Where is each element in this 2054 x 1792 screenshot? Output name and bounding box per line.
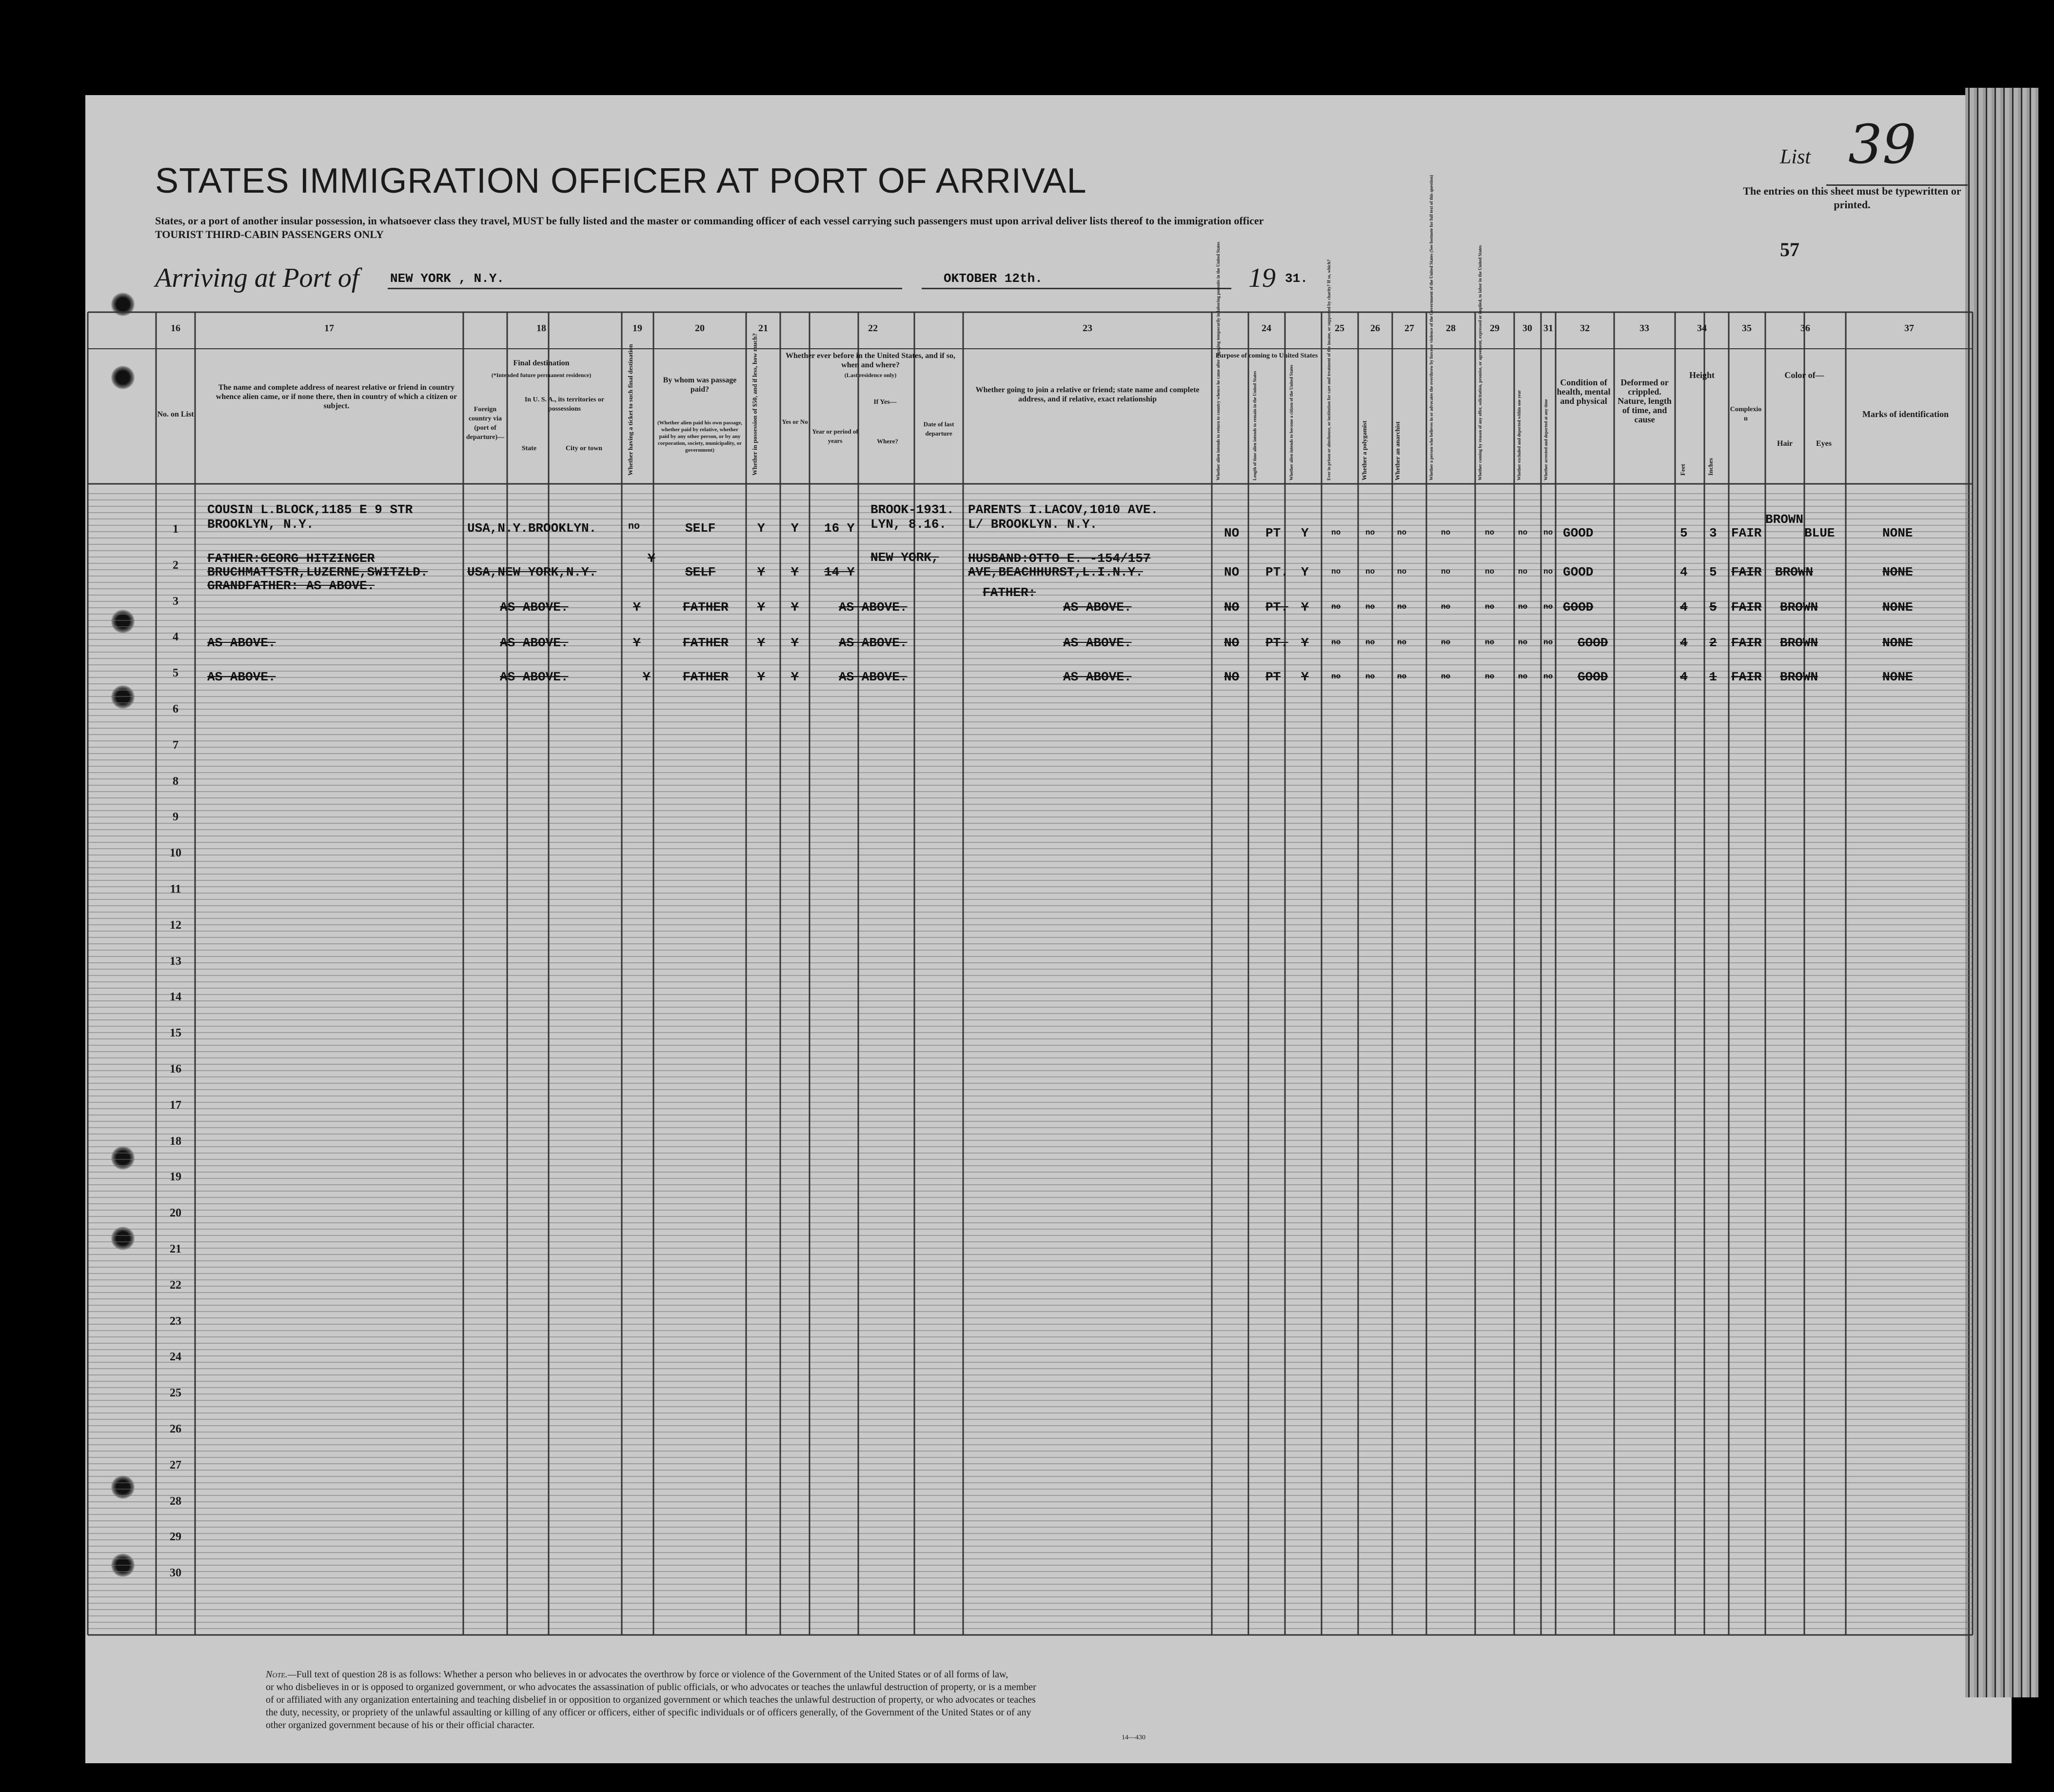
question-answer: no: [1397, 528, 1407, 537]
column-number: 31: [1543, 323, 1553, 334]
question-answer: no: [1518, 672, 1528, 681]
row-number: 2: [173, 558, 178, 572]
header-paid-by: By whom was passage paid?: [663, 376, 737, 394]
r4-join: AS ABOVE.: [1063, 636, 1132, 650]
r3-length: PT.: [1265, 600, 1288, 615]
header-color-of: Color of—: [1784, 370, 1824, 380]
r3-join-line2: AS ABOVE.: [1063, 600, 1132, 615]
row-number: 11: [170, 883, 181, 896]
footnote-line: other organized government because of his or their official character.: [266, 1720, 535, 1731]
header-state: State: [521, 445, 537, 452]
r2-marks: NONE: [1882, 565, 1913, 579]
row-number: 27: [170, 1458, 181, 1472]
column-number: 20: [695, 323, 705, 334]
r5-feet: 4: [1680, 670, 1688, 684]
r1-years: 16 Y: [824, 521, 855, 536]
question-answer: no: [1485, 602, 1495, 611]
footnote-line: the duty, necessity, or propriety of the unlawful assaulting or killing of any officer or officers, either of specific individuals or of officers generally, of the Government of the United States or of any: [266, 1707, 1031, 1718]
row-number: 16: [170, 1063, 181, 1075]
row-number: 12: [170, 918, 181, 932]
entries-note: The entries on this sheet must be typewritten or printed.: [1743, 185, 1961, 211]
row-number: 15: [170, 1027, 181, 1040]
r3-fifty: Y: [757, 600, 765, 615]
r1-complexion: FAIR: [1731, 526, 1762, 540]
r5-citizen: Y: [1301, 670, 1309, 684]
r1-destination: USA,N.Y.BROOKLYN.: [467, 521, 597, 536]
row-number: 1: [173, 523, 178, 536]
header-labor-offer: Whether coming by reason of any offer, solicitation, promise, or agreement, expressed or implied, to labor in the United States: [1478, 245, 1482, 480]
question-answer: no: [1331, 638, 1341, 647]
question-answer: no: [1397, 602, 1407, 611]
header-eyes: Eyes: [1816, 439, 1832, 448]
r4-feet: 4: [1680, 636, 1688, 650]
r4-relative: AS ABOVE.: [207, 636, 276, 650]
header-complexion: Complexion: [1730, 406, 1762, 422]
column-number: 26: [1370, 323, 1380, 334]
row-number: 29: [170, 1531, 181, 1544]
row-number: 28: [170, 1494, 181, 1508]
page-subtitle: States, or a port of another insular possession, in whatsoever class they travel, MUST be fully listed and the master or commanding officer of each vessel carrying such passengers must upon arrival deliver lists thereof to the immigration officer: [155, 215, 1264, 227]
r5-destination: AS ABOVE.: [500, 670, 569, 684]
r3-ticket: Y: [633, 600, 641, 615]
column-number: 33: [1639, 323, 1649, 334]
year-suffix: 31.: [1285, 271, 1308, 286]
row-number: 26: [170, 1423, 181, 1435]
header-hair: Hair: [1777, 439, 1793, 448]
header-where: Where?: [877, 438, 898, 445]
r5-join: AS ABOVE.: [1063, 670, 1132, 684]
r2-paid-by: SELF: [685, 565, 716, 579]
date-value: OKTOBER 12th.: [944, 271, 1043, 286]
r2-where: NEW YORK,: [870, 550, 939, 565]
question-answer: no: [1518, 602, 1528, 611]
question-answer: no: [1485, 528, 1495, 537]
r4-where: AS ABOVE.: [839, 636, 908, 650]
question-answer: no: [1331, 528, 1341, 537]
r1-eyes: BLUE: [1804, 526, 1835, 540]
row-number: 13: [170, 955, 181, 968]
r2-destination: USA,NEW YORK,N.Y.: [467, 565, 597, 579]
r1-where-line2: LYN, 8.16.: [870, 517, 947, 532]
r4-destination: AS ABOVE.: [500, 636, 569, 650]
header-paid-by-sub: (Whether alien paid his own passage, whether paid by relative, whether paid by any other person, or by any corporation, society, municipality, or government): [657, 420, 742, 453]
r5-paid-by: FATHER: [683, 670, 729, 684]
header-height: Height: [1689, 370, 1715, 380]
column-number: 30: [1522, 323, 1532, 334]
date-underline: [922, 288, 1231, 289]
question-answer: no: [1397, 638, 1407, 647]
header-fifty-dollars: Whether in possession of $50, and if less, how much?: [751, 333, 758, 476]
row-number: 9: [173, 811, 178, 824]
header-arrested: Whether arrested and deported at any time: [1543, 399, 1548, 480]
row-number: 24: [170, 1351, 181, 1364]
port-underline: [388, 288, 902, 289]
r2-ticket: Y: [648, 551, 655, 566]
header-if-yes: If Yes—: [873, 398, 897, 406]
row-number: 4: [173, 631, 178, 644]
r4-health: GOOD: [1578, 636, 1608, 650]
row-number: 23: [170, 1314, 181, 1328]
header-anarchist: Whether an anarchist: [1394, 421, 1401, 480]
header-inches: Inches: [1707, 458, 1714, 476]
r1-health: GOOD: [1563, 526, 1594, 540]
column-number: 23: [1083, 323, 1092, 334]
row-number: 14: [170, 991, 181, 1004]
r4-return: NO: [1224, 636, 1240, 650]
footnote: [266, 1668, 1036, 1732]
r1-return: NO: [1224, 526, 1240, 540]
r5-inches: 1: [1709, 670, 1717, 684]
header-ticket: Whether having a ticket to such final destination: [627, 344, 634, 476]
r2-inches: 5: [1709, 565, 1717, 579]
column-number: 21: [758, 323, 768, 334]
header-feet: Feet: [1679, 464, 1686, 476]
footnote-line: or who disbelieves in or is opposed to organized government, or who advocates the assassination of public officials, or who advocates or teaches the unlawful destruction of property, or is a member: [266, 1682, 1036, 1692]
r5-marks: NONE: [1882, 670, 1913, 684]
r2-join-line2: AVE,BEACHHURST,L.I.N.Y.: [968, 565, 1143, 579]
question-answer: no: [1485, 567, 1495, 576]
footnote-label: Note.—: [266, 1669, 296, 1680]
r1-hair: BROWN: [1765, 512, 1804, 527]
row-number: 10: [170, 847, 181, 860]
r3-complexion: FAIR: [1731, 600, 1762, 615]
question-answer: no: [1365, 602, 1375, 611]
question-answer: no: [1543, 602, 1553, 611]
r3-citizen: Y: [1301, 600, 1309, 615]
r4-length: PT.: [1265, 636, 1288, 650]
question-answer: no: [1441, 638, 1451, 647]
r1-fifty: Y: [757, 521, 765, 536]
header-year: Year or period of years: [812, 428, 858, 444]
r1-paid-by: SELF: [685, 521, 716, 536]
r4-before: Y: [791, 636, 799, 650]
r1-where-line1: BROOK-1931.: [870, 502, 954, 517]
question-answer: no: [1331, 672, 1341, 681]
footnote-line: Full text of question 28 is as follows: Whether a person who believes in or advocates the overthrow by force or violence of the Government of the United States or of all forms of law,: [296, 1669, 1008, 1680]
r5-complexion: FAIR: [1731, 670, 1762, 684]
header-city: City or town: [565, 445, 603, 452]
question-answer: no: [1518, 638, 1528, 647]
header-purpose-return: [1216, 383, 1221, 480]
header-date-departure: Date of last departure: [923, 420, 954, 437]
r1-marks: NONE: [1882, 526, 1913, 540]
r2-feet: 4: [1680, 565, 1688, 579]
question-answer: no: [1397, 672, 1407, 681]
header-excluded: Whether excluded and deported within one year: [1517, 390, 1521, 480]
r3-inches: 5: [1709, 600, 1717, 615]
row-number: 22: [170, 1278, 181, 1292]
r3-health: GOOD: [1563, 600, 1594, 615]
row-number: 7: [173, 738, 178, 752]
header-usa: In U. S. A., its territories or possessions: [524, 396, 605, 413]
row-number: 6: [173, 703, 178, 716]
column-number: 35: [1742, 323, 1752, 334]
question-answer: no: [1365, 567, 1375, 576]
sheet-number: 57: [1780, 239, 1799, 260]
question-answer: no: [1365, 672, 1375, 681]
header-ever-before: Whether ever before in the United States, and if so, when and where?: [786, 352, 955, 369]
r3-paid-by: FATHER: [683, 600, 729, 615]
column-number: 16: [171, 323, 180, 334]
row-number: 20: [170, 1207, 181, 1220]
row-number: 5: [173, 667, 178, 680]
question-answer: no: [1365, 528, 1375, 537]
question-answer: no: [1543, 638, 1553, 647]
question-answer: no: [1331, 567, 1341, 576]
r3-marks: NONE: [1882, 600, 1913, 615]
header-yes-no: Yes or No: [782, 418, 808, 425]
r4-citizen: Y: [1301, 636, 1309, 650]
r5-fifty: Y: [757, 670, 765, 684]
r1-relative-line2: BROOKLYN, N.Y.: [207, 517, 314, 532]
list-label: List: [1780, 146, 1811, 168]
question-answer: no: [1543, 528, 1553, 537]
r5-before: Y: [791, 670, 799, 684]
question-answer: no: [1441, 672, 1451, 681]
question-answer: no: [1518, 528, 1528, 537]
row-number: 17: [170, 1098, 181, 1112]
column-number: 27: [1404, 323, 1414, 334]
r1-relative-line1: COUSIN L.BLOCK,1185 E 9 STR: [207, 502, 413, 517]
header-foreign-country: Foreign country via (port of departure)—: [466, 406, 505, 441]
r3-feet: 4: [1680, 600, 1688, 615]
question-answer: no: [1331, 602, 1341, 611]
r1-join-line1: PARENTS I.LACOV,1010 AVE.: [968, 502, 1159, 517]
r3-join-line1: FATHER:: [983, 585, 1036, 600]
form-number: 14—430: [1122, 1734, 1146, 1741]
question-answer: no: [1397, 567, 1407, 576]
r2-length: PT.: [1265, 565, 1288, 579]
question-answer: no: [1485, 638, 1495, 647]
r5-ticket: Y: [643, 670, 651, 684]
header-purpose-citizen: Whether alien intends to become a citizen of the United States: [1289, 364, 1294, 480]
r3-return: NO: [1224, 600, 1240, 615]
column-number: 36: [1800, 323, 1810, 334]
arriving-label: Arriving at Port of: [155, 263, 359, 293]
r5-return: NO: [1224, 670, 1240, 684]
header-last-residence: (Last residence only): [844, 372, 897, 378]
r5-where: AS ABOVE.: [839, 670, 908, 684]
r1-length: PT: [1265, 526, 1281, 540]
column-number: 25: [1335, 323, 1344, 334]
r4-marks: NONE: [1882, 636, 1913, 650]
r2-fifty: Y: [757, 565, 765, 579]
r1-feet: 5: [1680, 526, 1688, 540]
header-prison: Ever in prison or almshouse, or institution for care and treatment of the insane, or supported by charity? If so, which?: [1326, 259, 1331, 480]
column-number: 17: [324, 323, 334, 334]
row-number: 19: [170, 1171, 181, 1184]
header-polygamist: Whether a polygamist: [1361, 420, 1368, 480]
header-marks: Marks of identification: [1862, 409, 1949, 419]
header-final-destination-sub: (*Intended future permanent residence): [491, 372, 592, 378]
r1-join-line2: L/ BROOKLYN. N.Y.: [968, 517, 1098, 532]
question-answer: no: [1441, 567, 1451, 576]
header-deformed: Deformed or crippled. Nature, length of time, and cause: [1618, 378, 1672, 424]
r2-years: 14 Y: [824, 565, 855, 579]
r2-relative-line1: FATHER:GEORG HITZINGER: [207, 551, 375, 566]
question-answer: no: [1365, 638, 1375, 647]
class-line: TOURIST THIRD-CABIN PASSENGERS ONLY: [155, 228, 384, 240]
header-purpose-length: Length of time alien intends to remain in the United States: [1252, 371, 1257, 480]
r2-join-line1: HUSBAND:OTTO E. -154/157: [968, 551, 1151, 566]
r2-before: Y: [791, 565, 799, 579]
r5-hair: BROWN: [1780, 670, 1818, 684]
r2-health: GOOD: [1563, 565, 1594, 579]
question-answer: no: [1543, 567, 1553, 576]
row-number: 18: [170, 1135, 181, 1148]
header-final-destination: Final destination: [513, 359, 570, 367]
row-number: 25: [170, 1387, 181, 1400]
column-number: 29: [1490, 323, 1500, 334]
year-prefix: 19: [1248, 263, 1276, 293]
header-going-to-join: Whether going to join a relative or friend; state name and complete address, and if relative, exact relationship: [975, 386, 1200, 403]
r2-hair: BROWN: [1775, 565, 1814, 579]
column-number: 32: [1580, 323, 1590, 334]
page-title: STATES IMMIGRATION OFFICER AT PORT OF ARRIVAL: [155, 161, 1087, 200]
column-number: 34: [1697, 323, 1707, 334]
row-number: 3: [173, 595, 178, 608]
footnote-line: of or affiliated with any organization entertaining and teaching disbelief in or opposition to organized government or which teaches the unlawful destruction of property, or who advocates or teaches: [266, 1694, 1036, 1705]
r3-destination: AS ABOVE.: [500, 600, 569, 615]
column-number: 24: [1262, 323, 1271, 334]
question-answer: no: [1518, 567, 1528, 576]
r1-inches: 3: [1709, 526, 1717, 540]
r1-citizen: Y: [1301, 526, 1309, 540]
r3-hair: BROWN: [1780, 600, 1818, 615]
r5-length: PT: [1265, 670, 1281, 684]
header-purpose: Purpose of coming to United States: [1215, 352, 1318, 359]
r4-hair: BROWN: [1780, 636, 1818, 650]
row-number: 30: [170, 1567, 181, 1580]
r1-before: Y: [791, 521, 799, 536]
question-answer: no: [1441, 528, 1451, 537]
r4-ticket: Y: [633, 636, 641, 650]
port-value: NEW YORK , N.Y.: [390, 271, 505, 286]
r4-fifty: Y: [757, 636, 765, 650]
row-number: 21: [170, 1243, 181, 1255]
r3-before: Y: [791, 600, 799, 615]
r3-where: AS ABOVE.: [839, 600, 908, 615]
question-answer: no: [1485, 672, 1495, 681]
r2-return: NO: [1224, 565, 1240, 579]
column-number: 37: [1904, 323, 1914, 334]
r5-health: GOOD: [1578, 670, 1608, 684]
header-health: Condition of health, mental and physical: [1557, 378, 1611, 406]
r2-citizen: Y: [1301, 565, 1309, 579]
r5-relative: AS ABOVE.: [207, 670, 276, 684]
row-number: 8: [173, 775, 178, 788]
r3-relative: GRANDFATHER: AS ABOVE.: [207, 578, 375, 593]
column-number: 28: [1446, 323, 1456, 334]
column-number: 19: [632, 323, 642, 334]
r4-inches: 2: [1709, 636, 1717, 650]
question-answer: no: [1441, 602, 1451, 611]
list-number: 39: [1848, 113, 1916, 176]
header-overthrow: [1429, 358, 1434, 480]
header-nearest-relative: The name and complete address of nearest relative or friend in country whence alien came, or if none there, then in country of which a citizen or subject.: [216, 383, 457, 410]
r2-complexion: FAIR: [1731, 565, 1762, 579]
r2-relative-line2: BRUCHMATTSTR,LUZERNE,SWITZLD.: [207, 565, 428, 579]
question-answer: no: [1543, 672, 1553, 681]
r4-complexion: FAIR: [1731, 636, 1762, 650]
r1-ticket: no: [628, 521, 640, 532]
r4-paid-by: FATHER: [683, 636, 729, 650]
column-number: 18: [536, 323, 546, 334]
column-number: 22: [868, 323, 878, 334]
header-no-on-list: No. on List: [157, 410, 194, 418]
